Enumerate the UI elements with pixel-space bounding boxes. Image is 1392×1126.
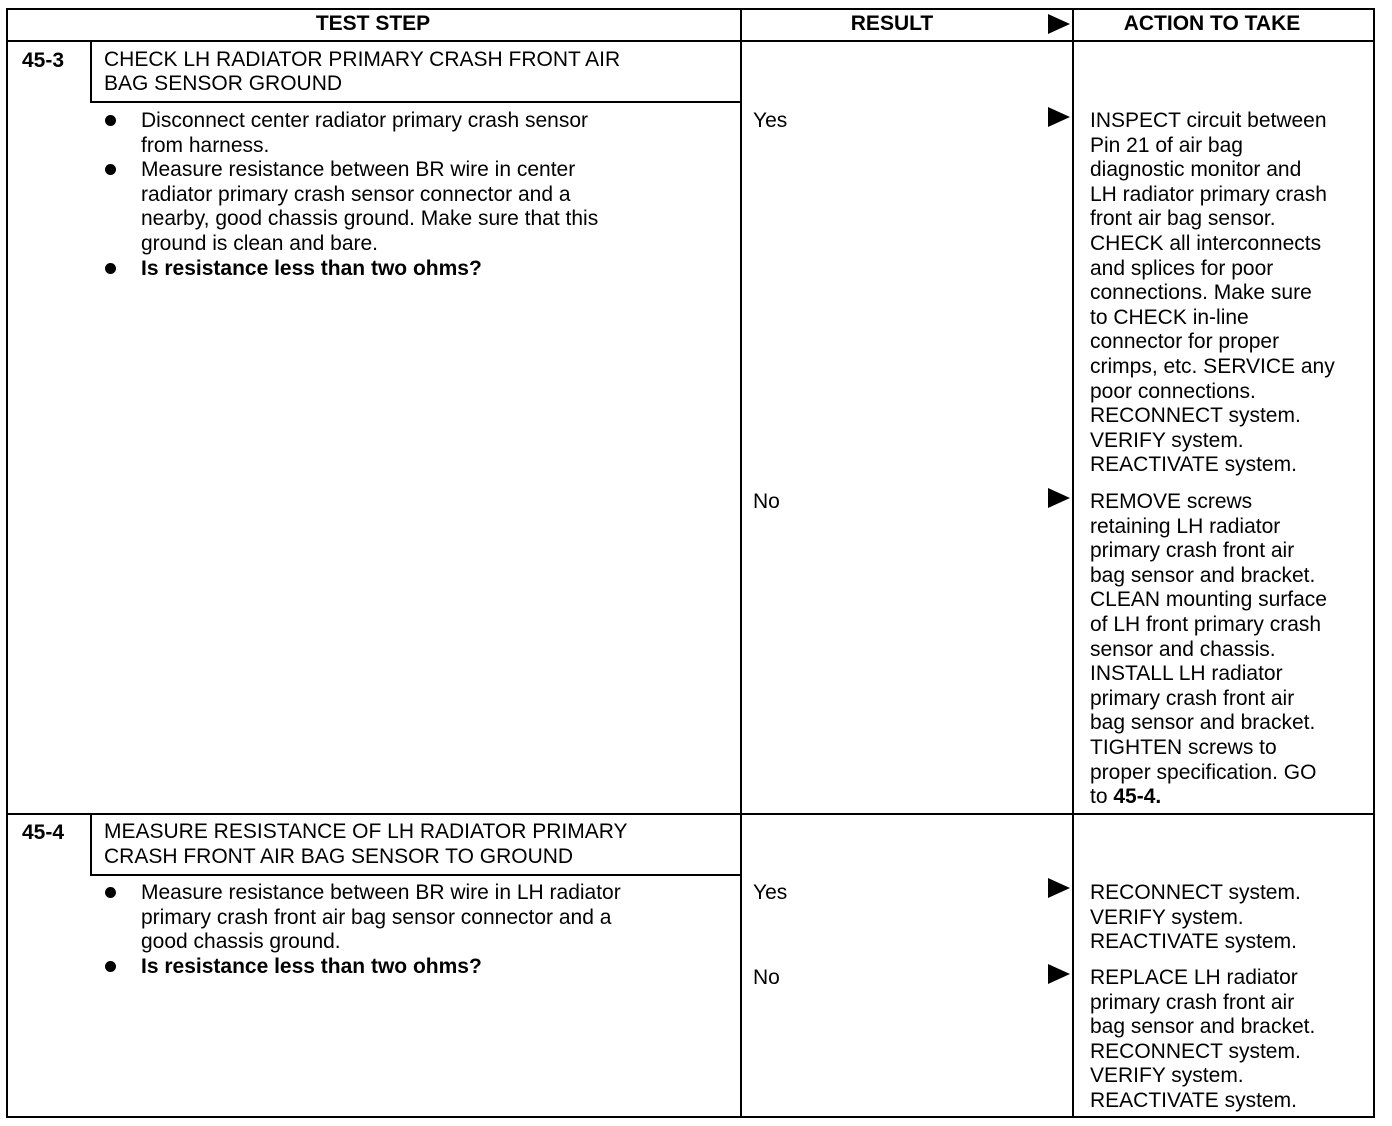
header-arrow-icon	[1048, 14, 1070, 34]
action-line: bag sensor and bracket.	[1090, 1015, 1316, 1039]
action-line: CLEAN mounting surface	[1090, 588, 1327, 612]
step-45-3-goto	[1090, 785, 1161, 810]
step-45-3-result-no: No	[753, 490, 780, 513]
action-line: retaining LH radiator	[1090, 514, 1281, 538]
result-arrow-icon	[1048, 107, 1070, 127]
action-line: REMOVE screws	[1090, 490, 1253, 513]
result-column-divider	[740, 8, 742, 1118]
bullet-icon	[105, 887, 116, 898]
action-line: LH radiator primary crash	[1090, 182, 1327, 206]
action-line: proper specification. GO	[1090, 760, 1317, 784]
action-line: TIGHTEN screws to	[1090, 736, 1277, 759]
step-45-4-question: Is resistance less than two ohms?	[141, 955, 482, 978]
action-line: RECONNECT system.	[1090, 881, 1301, 904]
action-line: VERIFY system.	[1090, 428, 1244, 452]
action-line: of LH front primary crash	[1090, 613, 1322, 636]
step-45-4-title-rule	[90, 874, 740, 876]
action-line: primary crash front air	[1090, 686, 1295, 710]
action-line: REACTIVATE system.	[1090, 930, 1297, 954]
bullet-icon	[105, 115, 116, 126]
action-column-divider	[1072, 8, 1074, 1118]
action-line: diagnostic monitor and	[1090, 158, 1302, 182]
action-line: REACTIVATE system.	[1090, 453, 1297, 477]
step-45-3-bullet-2-line-1: Measure resistance between BR wire in center	[141, 158, 576, 181]
step-45-4-result-no: No	[753, 966, 780, 989]
action-line: front air bag sensor.	[1090, 207, 1276, 231]
action-line: CHECK all interconnects	[1090, 232, 1322, 255]
action-line: crimps, etc. SERVICE any	[1090, 355, 1335, 378]
action-line: VERIFY system.	[1090, 905, 1244, 929]
result-arrow-icon	[1048, 878, 1070, 898]
action-line: RECONNECT system.	[1090, 1039, 1301, 1063]
header-bottom-rule	[6, 40, 1375, 42]
action-line: connections. Make sure	[1090, 281, 1312, 305]
action-line: and splices for poor	[1090, 256, 1274, 280]
step-45-3-bullet-2-line-2: radiator primary crash sensor connector and a	[141, 183, 571, 206]
step-45-3-title-rule	[90, 101, 740, 103]
action-line: connector for proper	[1090, 330, 1280, 354]
bullet-icon	[105, 263, 116, 274]
step-45-3-bullet-2-line-3: nearby, good chassis ground. Make sure that this	[141, 207, 599, 230]
action-line: bag sensor and bracket.	[1090, 711, 1316, 735]
result-arrow-icon	[1048, 488, 1070, 508]
step-45-3-title-line-1: CHECK LH RADIATOR PRIMARY CRASH FRONT AIR	[104, 48, 621, 71]
action-line: Pin 21 of air bag	[1090, 133, 1243, 157]
step-45-3-number-divider	[90, 40, 92, 103]
step-45-3-bullet-1-line-1: Disconnect center radiator primary crash sensor	[141, 109, 589, 132]
goto-prefix: to	[1090, 785, 1114, 808]
action-line: RECONNECT system.	[1090, 404, 1301, 428]
action-line: sensor and chassis.	[1090, 637, 1276, 661]
step-45-4-number-divider	[90, 813, 92, 876]
step-45-3-bullet-2-line-4: ground is clean and bare.	[141, 232, 378, 255]
header-action-to-take: ACTION TO TAKE	[1123, 12, 1301, 35]
action-line: INSTALL LH radiator	[1090, 662, 1283, 686]
action-line: primary crash front air	[1090, 539, 1295, 563]
action-line: to CHECK in-line	[1090, 305, 1249, 329]
action-line: primary crash front air	[1090, 990, 1295, 1014]
action-line: REPLACE LH radiator	[1090, 966, 1298, 989]
action-line: REACTIVATE system.	[1090, 1089, 1297, 1112]
action-line: poor connections.	[1090, 379, 1256, 403]
step-45-4-result-yes: Yes	[753, 881, 788, 904]
step-number-45-3: 45-3	[22, 49, 65, 72]
header-test-step: TEST STEP	[315, 12, 431, 35]
step-45-3-question: Is resistance less than two ohms?	[141, 257, 482, 280]
result-arrow-icon	[1048, 964, 1070, 984]
step-45-3-result-yes: Yes	[753, 109, 788, 132]
step-45-3-title-line-2: BAG SENSOR GROUND	[104, 72, 343, 95]
step-45-4-bullet-1-line-3: good chassis ground.	[141, 930, 341, 953]
action-line: INSPECT circuit between	[1090, 109, 1327, 132]
bullet-icon	[105, 961, 116, 972]
goto-step-link[interactable]: 45-4.	[1113, 785, 1162, 808]
step-45-3-bullet-1-line-2: from harness.	[141, 134, 270, 157]
bullet-icon	[105, 164, 116, 175]
step-45-4-bullet-1-line-2: primary crash front air bag sensor connector and a	[141, 906, 612, 929]
action-line: bag sensor and bracket.	[1090, 563, 1316, 587]
step-45-4-bullet-1-line-1: Measure resistance between BR wire in LH radiator	[141, 881, 621, 904]
step-45-4-title-line-2: CRASH FRONT AIR BAG SENSOR TO GROUND	[104, 845, 574, 868]
step-number-45-4: 45-4	[22, 821, 65, 844]
step-separator-rule	[6, 813, 1375, 815]
action-line: VERIFY system.	[1090, 1064, 1244, 1088]
header-result: RESULT	[850, 12, 934, 35]
step-45-4-title-line-1: MEASURE RESISTANCE OF LH RADIATOR PRIMARY	[104, 820, 628, 843]
